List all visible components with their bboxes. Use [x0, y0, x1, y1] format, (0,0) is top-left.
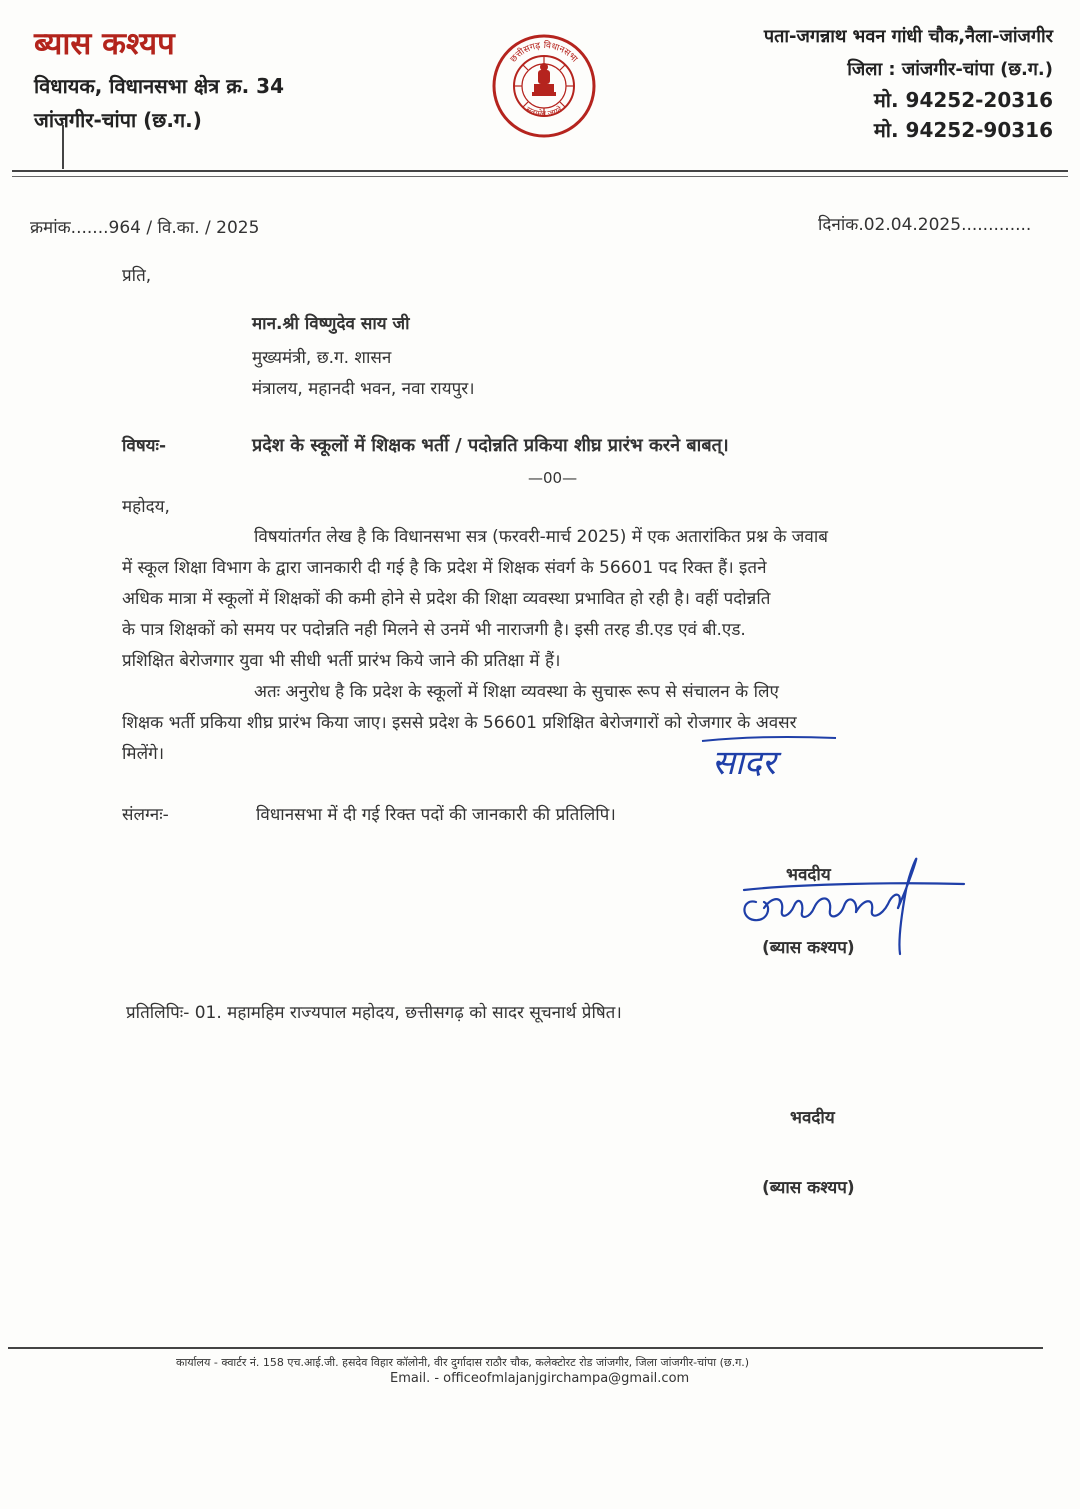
salutation: महोदय, — [122, 497, 170, 517]
subject-label: विषयः- — [122, 436, 167, 456]
district: जिला : जांजगीर-चांपा (छ.ग.) — [847, 59, 1053, 80]
paragraph-2 — [122, 677, 1009, 770]
paragraph-1 — [122, 522, 1009, 677]
footer-rule — [8, 1347, 1043, 1349]
closing-2-name: (ब्यास कश्यप) — [762, 1178, 855, 1198]
p1-line: के पात्र शिक्षकों को समय पर पदोन्नति नही मिलने से उनमें भी नाराजगी है। इसी तरह डी.एड एवं बी.एड. — [122, 620, 746, 640]
mla-name: ब्यास कश्यप — [34, 26, 175, 62]
mobile-1: मो. 94252-20316 — [873, 88, 1053, 112]
closing-1-label: भवदीय — [786, 865, 831, 885]
p2-line: शिक्षक भर्ती प्रकिया शीघ्र प्रारंभ किया जाए। इससे प्रदेश के 56601 प्रशिक्षित बेरोजगारों को रोजगार के अवसर — [122, 713, 797, 733]
subject-separator: —00— — [528, 469, 578, 487]
closing-1-name: (ब्यास कश्यप) — [762, 938, 855, 958]
ref-number: क्रमांक.......964 / वि.का. / 2025 — [30, 218, 260, 238]
designation: विधायक, विधानसभा क्षेत्र क्र. 34 — [34, 74, 284, 98]
p2-line: अतः अनुरोध है कि प्रदेश के स्कूलों में शिक्षा व्यवस्था के सुचारू रूप से संचालन के लिए — [254, 682, 779, 702]
emblem-top-text: छत्तीसगढ़ विधानसभा — [508, 40, 580, 65]
p1-line: अधिक मात्रा में स्कूलों में शिक्षकों की कमी होने से प्रदेश की शिक्षा व्यवस्था प्रभावित हो रही है। वहीं पदोन्नति — [122, 589, 771, 609]
ref-date: दिनांक.02.04.2025............. — [818, 215, 1032, 235]
p1-line: प्रशिक्षित बेरोजगार युवा भी सीधी भर्ती प्रारंभ किये जाने की प्रतिक्षा में हैं। — [122, 651, 561, 671]
footer-office: कार्यालय - क्वार्टर नं. 158 एच.आई.जी. हसदेव विहार कॉलोनी, वीर दुर्गादास राठौर चौक, कलेक्टोरट रोड जांजगीर, जिला जांजगीर-चांपा (छ.ग.) — [176, 1356, 750, 1369]
handwritten-note: सादर — [712, 743, 776, 783]
mobile-2: मो. 94252-90316 — [873, 118, 1053, 142]
p2-line: मिलेंगे। — [122, 744, 165, 764]
subject-text: प्रदेश के स्कूलों में शिक्षक भर्ती / पदोन्नति प्रकिया शीघ्र प्रारंभ करने बाबत्। — [252, 435, 729, 456]
p1-line: विषयांतर्गत लेख है कि विधानसभा सत्र (फरवरी-मार्च 2025) में एक अतारांकित प्रश्न के जवाब — [254, 527, 828, 547]
enclosure-label: संलग्नः- — [122, 805, 169, 825]
prati: प्रति, — [122, 266, 152, 286]
address: पता-जगन्नाथ भवन गांधी चौक,नैला-जांजगीर — [763, 26, 1053, 47]
emblem-bottom-text: सत्यमेव जयते — [524, 104, 564, 119]
closing-2-label: भवदीय — [790, 1108, 835, 1128]
header-rule — [12, 170, 1068, 172]
recipient-office: मंत्रालय, महानदी भवन, नवा रायपुर। — [252, 379, 475, 399]
location: जांजगीर-चांपा (छ.ग.) — [34, 108, 202, 132]
margin-mark — [62, 125, 64, 169]
header-rule-thin — [12, 176, 1068, 177]
recipient-post: मुख्यमंत्री, छ.ग. शासन — [252, 348, 392, 368]
note-underline — [700, 733, 840, 745]
recipient-name: मान.श्री विष्णुदेव साय जी — [252, 314, 410, 334]
svg-text:सत्यमेव जयते — [524, 104, 564, 119]
footer-email: Email. - officeofmlajanjgirchampa@gmail.com — [390, 1371, 690, 1386]
assembly-emblem — [488, 32, 600, 140]
p1-line: में स्कूल शिक्षा विभाग के द्वारा जानकारी दी गई है कि प्रदेश में शिक्षक संवर्ग के 56601 पद रिक्त हैं। इतने — [122, 558, 767, 578]
enclosure-text: विधानसभा में दी गई रिक्त पदों की जानकारी की प्रतिलिपि। — [256, 805, 616, 825]
copy-line: प्रतिलिपिः- 01. महामहिम राज्यपाल महोदय, छत्तीसगढ़ को सादर सूचनार्थ प्रेषित। — [126, 1003, 622, 1023]
